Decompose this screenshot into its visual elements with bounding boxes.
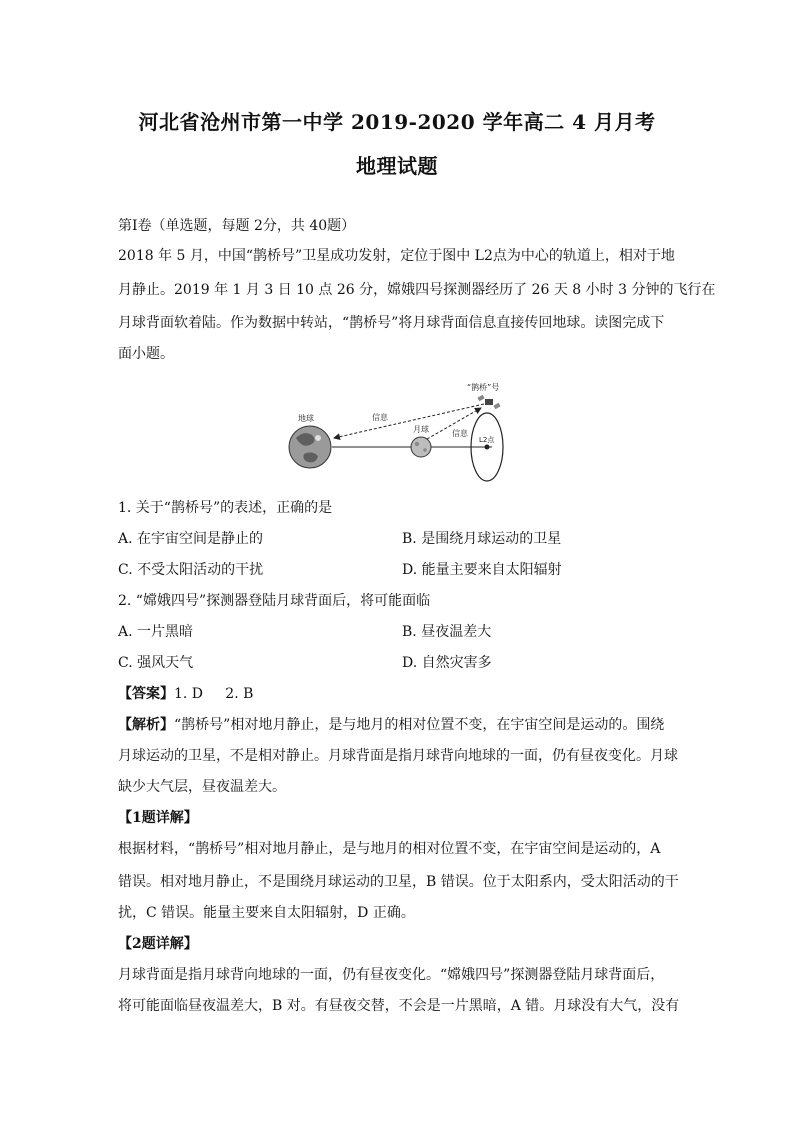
detail1-line-3: 扰，C 错误。能量主要来自太阳辐射，D 正确。 [118, 905, 415, 921]
earth-label: 地球 [298, 414, 314, 423]
l2-label: L2点 [479, 436, 495, 444]
analysis-line-2: 月球运动的卫星，不是相对静止。月球背面是指月球背向地球的一面，仍有昼夜变化。月球 [118, 748, 678, 764]
section-heading: 第Ⅰ卷（单选题，每题 2分，共 40题） [118, 218, 356, 234]
satellite-icon [477, 395, 500, 409]
detail1-heading: 【1题详解】 [118, 810, 198, 826]
analysis-line-3: 缺少大气层，昼夜温差大。 [118, 779, 286, 795]
detail2-line-2: 将可能面临昼夜温差大，B 对。有昼夜交替，不会是一片黑暗，A 错。月球没有大气，没有 [118, 998, 680, 1014]
intro-line-4: 面小题。 [118, 346, 174, 362]
intro-line-2: 月静止。2019 年 1 月 3 日 10 点 26 分，嫦娥四号探测器经历了 26 天 8 小时 3 分钟的飞行在 [118, 282, 716, 298]
analysis-line-1 [118, 715, 678, 735]
q1-option-d: D. 能量主要来自太阳辐射 [402, 562, 562, 578]
satellite-label: “鹊桥”号 [467, 383, 500, 392]
moon-icon [411, 437, 431, 457]
analysis-text-1: “鹊桥号”相对地月静止，是与地月的相对位置不变，在宇宙空间是运动的。围绕 [174, 717, 665, 733]
q1-option-c: C. 不受太阳活动的干扰 [118, 562, 264, 578]
q2-stem: 2. “嫦娥四号”探测器登陆月球背面后，将可能面临 [118, 593, 431, 609]
page-title: 河北省沧州市第一中学 2019-2020 学年高二 4 月月考 [138, 110, 656, 134]
intro-line-3: 月球背面软着陆。作为数据中转站，“鹊桥号”将月球背面信息直接传回地球。读图完成下 [118, 315, 665, 331]
answer-tag: 【答案】 [118, 686, 174, 702]
q1-option-b: B. 是围绕月球运动的卫星 [402, 531, 562, 547]
q1-stem: 1. 关于“鹊桥号”的表述，正确的是 [118, 500, 333, 516]
intro-line-1: 2018 年 5 月，中国“鹊桥号”卫星成功发射，定位于图中 L2点为中心的轨道上，相对于地 [118, 248, 675, 264]
detail1-line-1: 根据材料，“鹊桥号”相对地月静止，是与地月的相对位置不变，在宇宙空间是运动的，A [118, 841, 661, 857]
q2-option-c: C. 强风天气 [118, 655, 194, 671]
analysis-tag: 【解析】 [118, 717, 174, 733]
detail2-heading: 【2题详解】 [118, 936, 198, 952]
detail1-line-2: 错误。相对地月静止，不是围绕月球运动的卫星，B 错误。位于太阳系内，受太阳活动的干 [118, 874, 679, 890]
q2-option-b: B. 昼夜温差大 [402, 624, 492, 640]
q2-option-a: A. 一片黑暗 [118, 624, 194, 640]
answer-text: 1. D 2. B [174, 686, 254, 702]
detail2-line-1: 月球背面是指月球背向地球的一面，仍有昼夜变化。“嫦娥四号”探测器登陆月球背面后， [118, 967, 665, 983]
q2-option-d: D. 自然灾害多 [402, 655, 492, 671]
answer-line [118, 684, 678, 704]
l2-point [485, 445, 490, 450]
q1-option-a: A. 在宇宙空间是静止的 [118, 531, 264, 547]
earth-moon-relay-figure [282, 378, 522, 486]
page-subtitle: 地理试题 [356, 154, 438, 178]
moon-label: 月球 [413, 425, 429, 434]
info-label-2: 信息 [452, 429, 468, 438]
info-label-1: 信息 [372, 413, 388, 422]
